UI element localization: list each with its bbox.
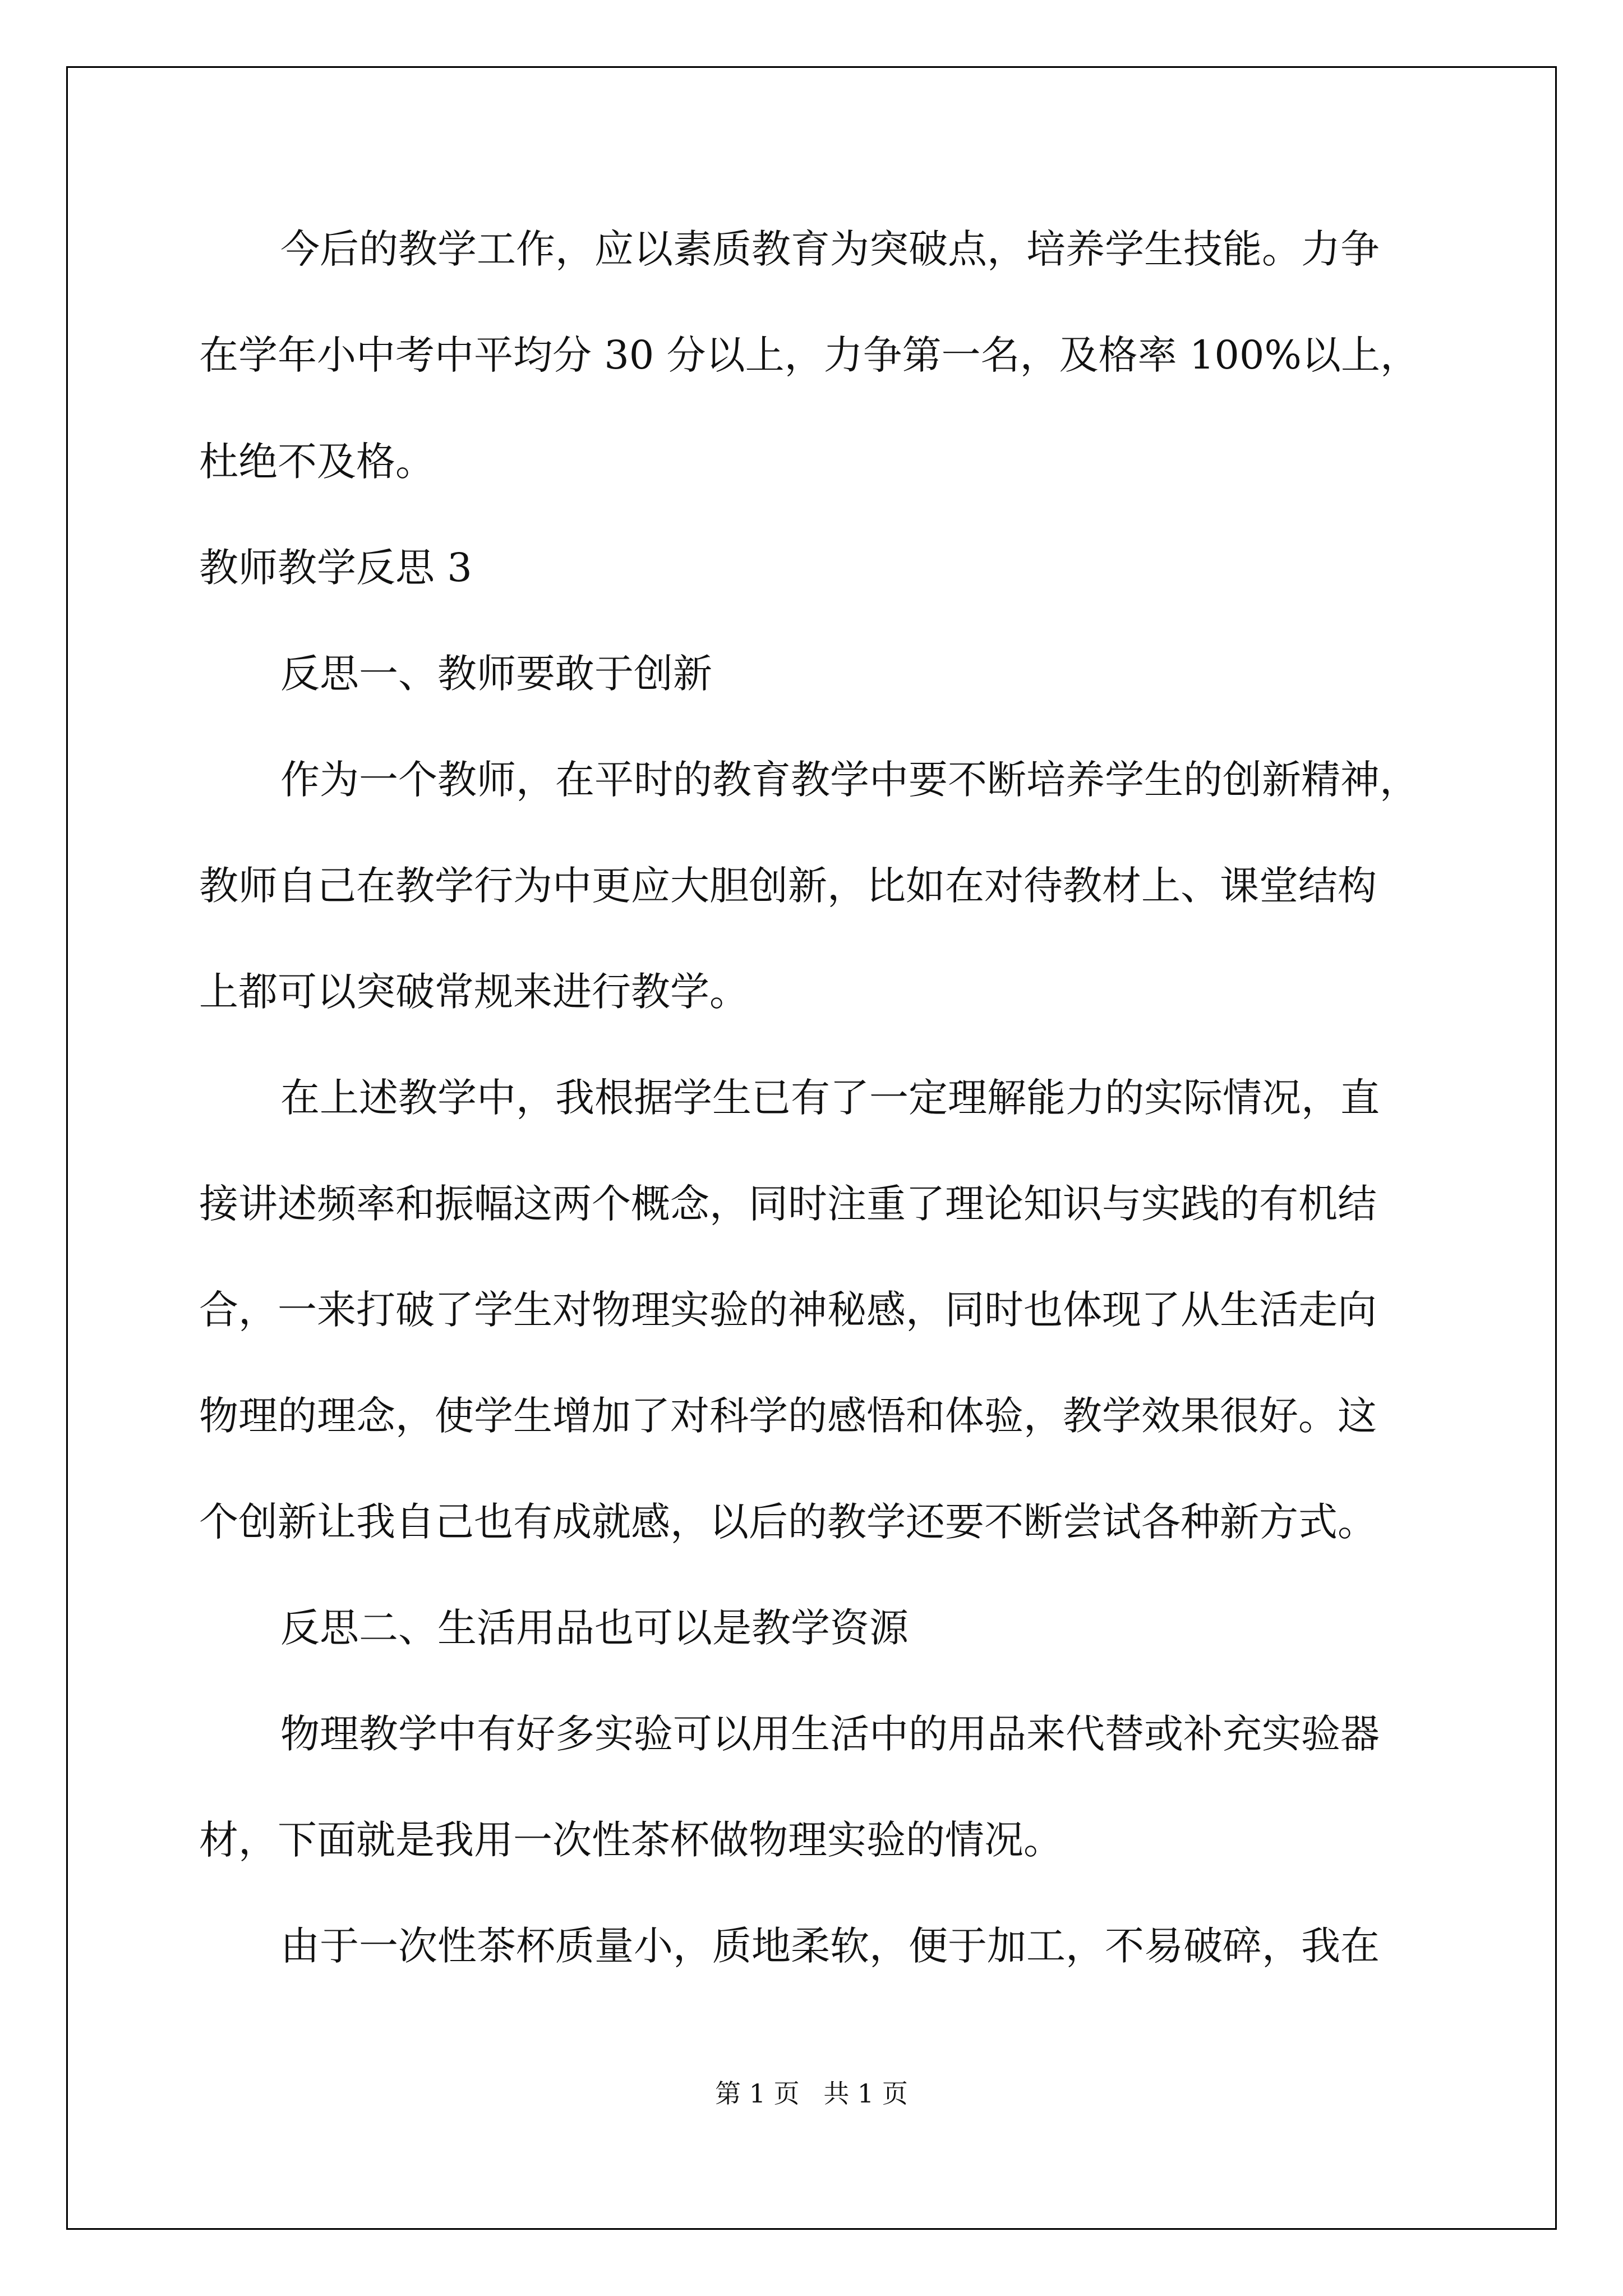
page-number: 第 1 页 bbox=[715, 2078, 800, 2109]
page-border bbox=[66, 66, 1557, 2230]
subsection-heading: 反思一、教师要敢于创新 bbox=[280, 651, 712, 697]
paragraph-line: 上都可以突破常规来进行教学。 bbox=[199, 969, 749, 1015]
page-total: 共 1 页 bbox=[823, 2078, 908, 2109]
section-title: 教师教学反思 3 bbox=[199, 545, 472, 591]
paragraph-line: 接讲述频率和振幅这两个概念，同时注重了理论知识与实践的有机结 bbox=[199, 1181, 1377, 1227]
paragraph-line: 作为一个教师，在平时的教育教学中要不断培养学生的创新精神， bbox=[280, 757, 1419, 803]
paragraph-line: 杜绝不及格。 bbox=[199, 439, 435, 485]
paragraph-line: 在学年小中考中平均分 30 分以上，力争第一名，及格率 100%以上， bbox=[199, 332, 1419, 378]
page-footer bbox=[0, 2077, 1623, 2110]
paragraph-line: 教师自己在教学行为中更应大胆创新，比如在对待教材上、课堂结构 bbox=[199, 863, 1377, 909]
paragraph-line: 物理教学中有好多实验可以用生活中的用品来代替或补充实验器 bbox=[280, 1711, 1380, 1757]
paragraph-line: 合，一来打破了学生对物理实验的神秘感，同时也体现了从生活走向 bbox=[199, 1287, 1377, 1333]
paragraph-line: 材，下面就是我用一次性茶杯做物理实验的情况。 bbox=[199, 1817, 1063, 1863]
paragraph-line: 由于一次性茶杯质量小，质地柔软，便于加工，不易破碎，我在 bbox=[280, 1923, 1380, 1969]
paragraph-line: 个创新让我自己也有成就感，以后的教学还要不断尝试各种新方式。 bbox=[199, 1499, 1377, 1545]
subsection-heading: 反思二、生活用品也可以是教学资源 bbox=[280, 1605, 909, 1651]
paragraph-line: 在上述教学中，我根据学生已有了一定理解能力的实际情况，直 bbox=[280, 1075, 1380, 1121]
paragraph-line: 物理的理念，使学生增加了对科学的感悟和体验，教学效果很好。这 bbox=[199, 1393, 1377, 1439]
paragraph-line: 今后的教学工作，应以素质教育为突破点，培养学生技能。力争 bbox=[280, 226, 1380, 272]
